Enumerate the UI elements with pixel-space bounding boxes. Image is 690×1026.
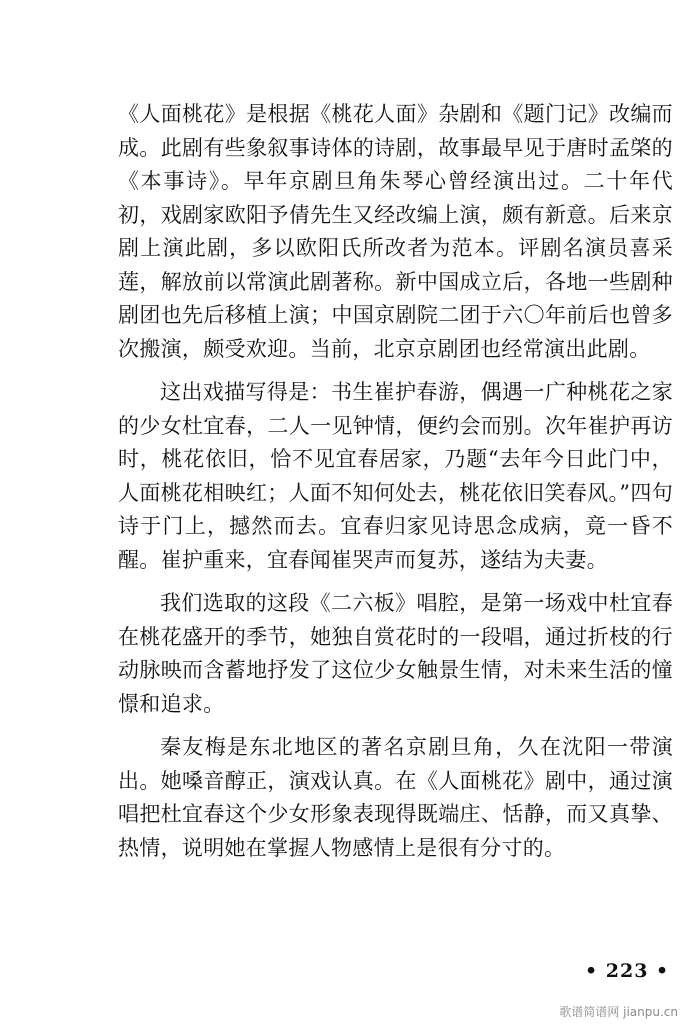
site-watermark: 歌谱简谱网 jianpu.cn bbox=[559, 1005, 678, 1019]
paragraph-performer: 秦友梅是东北地区的著名京剧旦角，久在沈阳一带演出。她嗓音醇正，演戏认真。在《人面桃花》剧中，通过演唱把杜宜春这个少女形象表现得既端庄、恬静，而又真挚、热情，说明她在掌握人物感情上是很有分寸的。 bbox=[118, 735, 673, 860]
paragraph-aria: 我们选取的这段《二六板》唱腔，是第一场戏中杜宜春在桃花盛开的季节，她独自赏花时的一段唱，通过折枝的行动脉映而含蓄地抒发了这位少女触景生情，对未来生活的憧憬和追求。 bbox=[118, 591, 673, 716]
paragraph-intro: 《人面桃花》是根据《桃花人面》杂剧和《题门记》改编而成。此剧有些象叙事诗体的诗剧，故事最早见于唐时孟棨的《本事诗》。早年京剧旦角朱琴心曾经演出过。二十年代初，戏剧家欧阳予倩先生又经改编上演，颇有新意。后来京剧上演此剧，多以欧阳氏所改者为范本。评剧名演员喜采莲，解放前以常演此剧著称。新中国成立后，各地一些剧种剧团也先后移植上演；中国京剧院二团于六〇年前后也曾多次搬演，颇受欢迎。当前，北京京剧团也经常演出此剧。 bbox=[118, 102, 673, 361]
paragraph-plot: 这出戏描写得是：书生崔护春游，偶遇一广种桃花之家的少女杜宜春，二人一见钟情，便约会而别。次年崔护再访时，桃花依旧，恰不见宜春居家，乃题“去年今日此门中，人面桃花相映红；人面不知何处去，桃花依旧笑春风。”四句诗于门上，撼然而去。宜春归家见诗思念成病，竟一昏不醒。崔护重来，宜春闻崔哭声而复苏，遂结为夫妻。 bbox=[118, 380, 673, 572]
page-number: • 223 • bbox=[585, 960, 670, 982]
article-body bbox=[118, 98, 673, 875]
